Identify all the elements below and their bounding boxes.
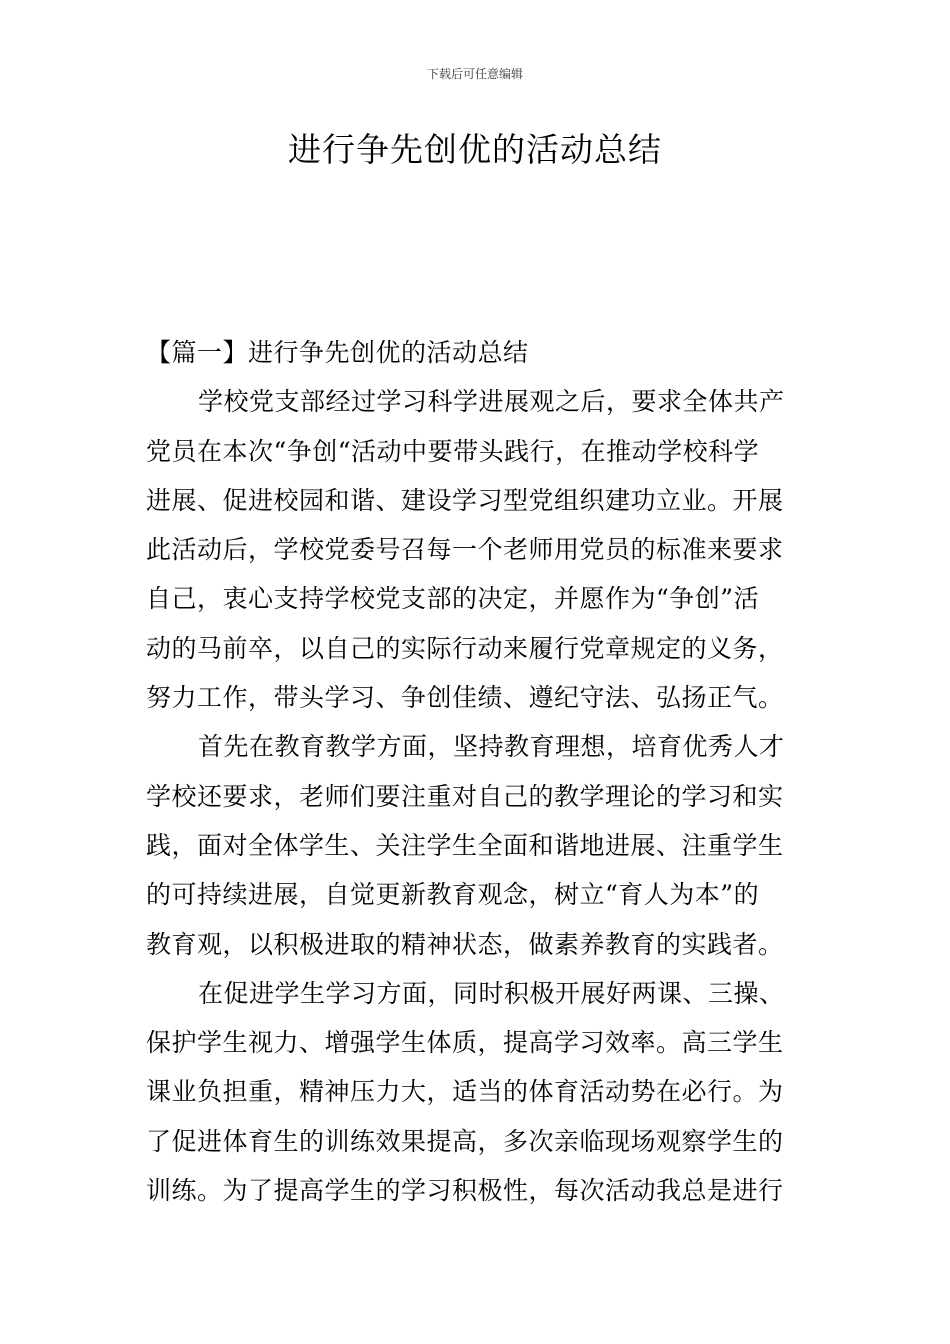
document-body (146, 328, 808, 1215)
paragraph-line: 践，面对全体学生、关注学生全面和谐地进展、注重学生 (146, 830, 784, 860)
paragraph-line: 教育观，以积极进取的精神状态，做素养教育的实践者。 (146, 929, 784, 959)
paragraph-line: 动的马前卒，以自己的实际行动来履行党章规定的义务， (146, 633, 784, 663)
paragraph-line: 此活动后，学校党委号召每一个老师用党员的标准来要求 (146, 535, 784, 565)
header-note: 下载后可任意编辑 (426, 67, 523, 81)
paragraph-line: 努力工作，带头学习、争创佳绩、遵纪守法、弘扬正气。 (146, 683, 784, 713)
paragraph-line: 党员在本次“争创“活动中要带头践行，在推动学校科学 (146, 436, 760, 466)
paragraph-line: 进展、促进校园和谐、建设学习型党组织建功立业。开展 (146, 485, 784, 515)
paragraph-line: 了促进体育生的训练效果提高，多次亲临现场观察学生的 (146, 1126, 784, 1156)
paragraph-line: 在促进学生学习方面，同时积极开展好两课、三操、 (198, 978, 785, 1008)
section-heading: 【篇一】进行争先创优的活动总结 (146, 338, 529, 367)
paragraph-line: 学校党支部经过学习科学进展观之后，要求全体共产 (198, 387, 785, 417)
paragraph-line: 课业负担重，精神压力大，适当的体育活动势在必行。为 (146, 1077, 784, 1107)
paragraph-line: 保护学生视力、增强学生体质，提高学习效率。高三学生 (146, 1028, 784, 1058)
paragraph-line: 的可持续进展，自觉更新教育观念，树立“育人为本”的 (146, 880, 760, 910)
paragraph-line: 学校还要求，老师们要注重对自己的教学理论的学习和实 (146, 781, 784, 811)
document-title: 进行争先创优的活动总结 (288, 130, 662, 169)
paragraph-line: 首先在教育教学方面，坚持教育理想，培育优秀人才 (198, 732, 785, 762)
paragraph-line: 训练。为了提高学生的学习积极性，每次活动我总是进行 (146, 1176, 784, 1206)
paragraph-line: 自己，衷心支持学校党支部的决定，并愿作为“争创”活 (146, 584, 760, 614)
